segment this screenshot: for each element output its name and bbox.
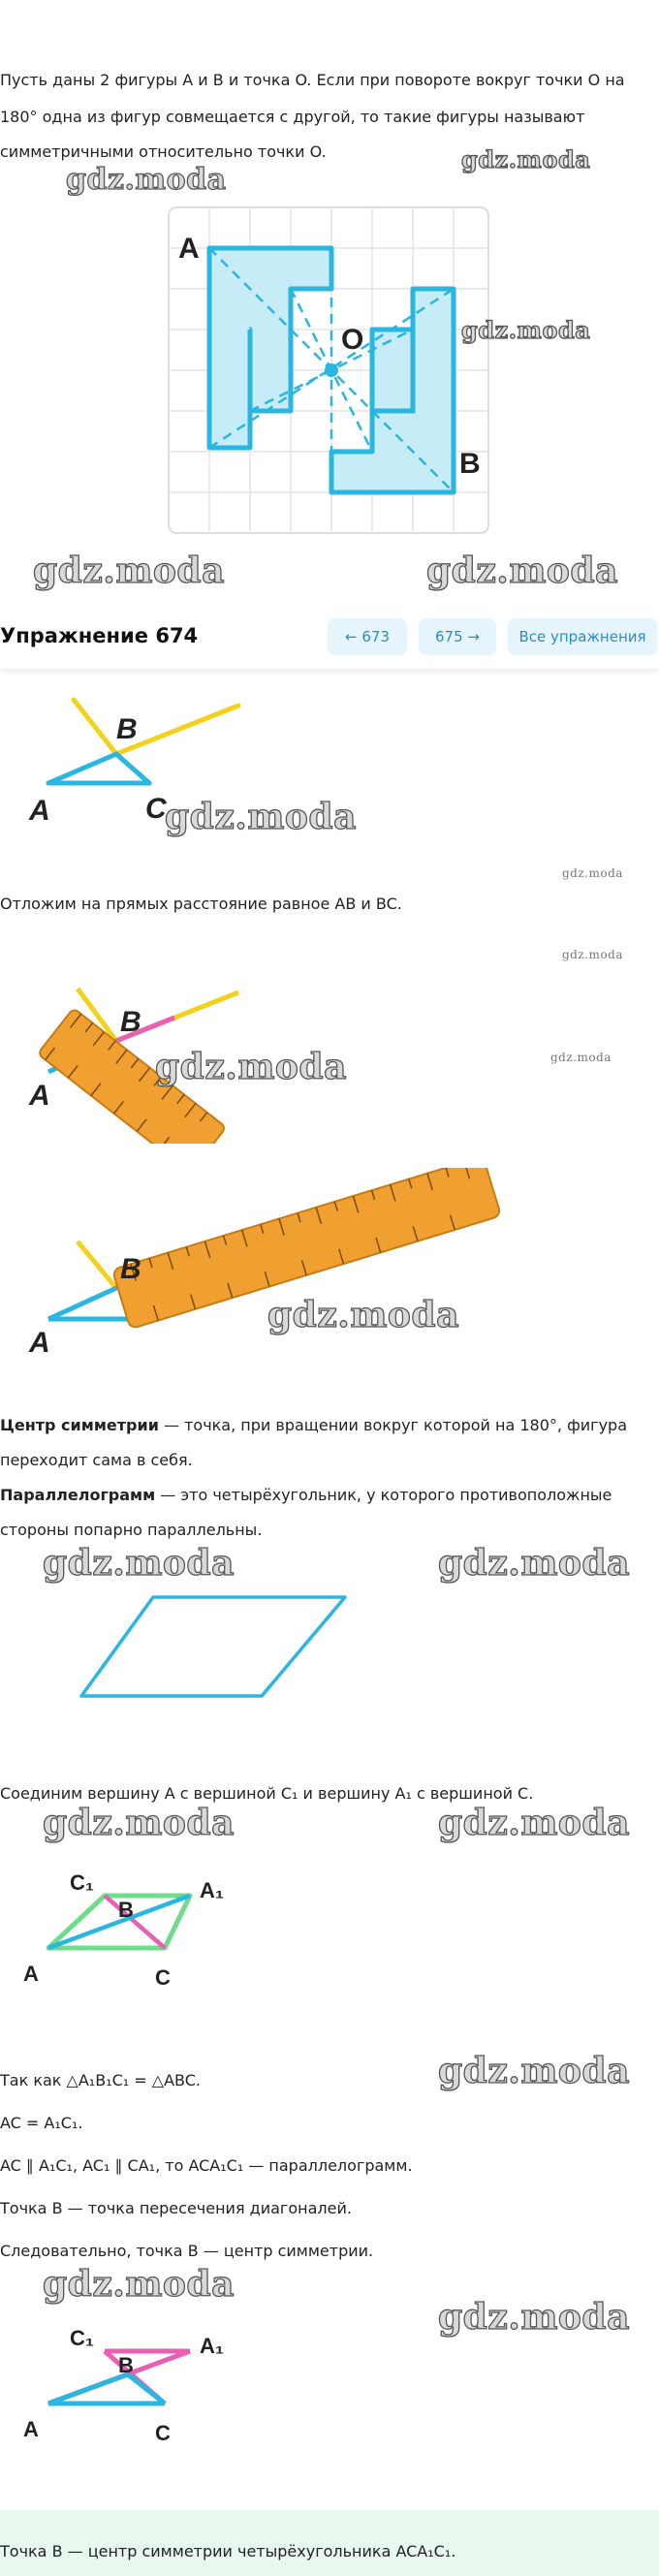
step-1-text: Отложим на прямых расстояние равное AB и BC. bbox=[0, 895, 402, 913]
final-answer-text: Точка B — центр симметрии четырёхугольника ACA₁C₁. bbox=[0, 2542, 456, 2560]
def-par-term: Параллелограмм bbox=[0, 1486, 156, 1504]
watermark: gdz.moda bbox=[43, 2264, 235, 2305]
label-b: B bbox=[459, 448, 481, 480]
label-b: B bbox=[118, 1898, 134, 1922]
label-c: C bbox=[155, 2421, 171, 2445]
label-a1: A₁ bbox=[200, 1878, 224, 1902]
all-exercises-button[interactable]: Все упражнения bbox=[508, 618, 657, 655]
watermark: gdz.moda bbox=[426, 550, 618, 591]
intro-line-3: симметричными относительно точки O. bbox=[0, 142, 327, 161]
label-a: A bbox=[29, 1327, 50, 1359]
watermark: gdz.moda bbox=[461, 316, 591, 344]
watermark: gdz.moda bbox=[165, 797, 357, 837]
label-a: A bbox=[29, 1080, 50, 1112]
exercise-title: Упражнение 674 bbox=[0, 624, 199, 647]
proof-line-5: Следовательно, точка B — центр симметрии. bbox=[0, 2242, 374, 2260]
label-c1: C₁ bbox=[70, 1870, 94, 1895]
label-b: B bbox=[120, 1006, 141, 1038]
intro-line-1: Пусть даны 2 фигуры A и B и точка O. Если при повороте вокруг точки O на bbox=[0, 71, 625, 89]
watermark: gdz.moda bbox=[43, 1803, 235, 1843]
watermark: gdz.moda bbox=[43, 1543, 235, 1584]
label-c: C bbox=[145, 793, 167, 825]
label-c1: C₁ bbox=[70, 2326, 94, 2350]
watermark: gdz.moda bbox=[66, 163, 227, 197]
exercise-nav-bar bbox=[0, 607, 659, 669]
watermark: gdz.moda bbox=[438, 2297, 630, 2338]
intro-line-2: 180° одна из фигур совмещается с другой, то такие фигуры называют bbox=[0, 108, 585, 126]
label-b: B bbox=[120, 1253, 141, 1285]
watermark: gdz.moda bbox=[562, 948, 623, 961]
proof-line-1: Так как △A₁B₁C₁ = △ABC. bbox=[0, 2071, 201, 2089]
def-center-line-1: Центр симметрии — точка, при вращении вокруг которой на 180°, фигура bbox=[0, 1416, 627, 1434]
figure-parallelogram bbox=[68, 1589, 359, 1706]
label-b: B bbox=[118, 2353, 134, 2377]
watermark: gdz.moda bbox=[33, 550, 225, 591]
def-par-line-2: стороны попарно параллельны. bbox=[0, 1521, 263, 1539]
def-center-line-2: переходит сама в себя. bbox=[0, 1451, 193, 1469]
figure-quadrilateral bbox=[10, 1861, 262, 1996]
label-a1: A₁ bbox=[200, 2334, 224, 2358]
def-center-term: Центр симметрии bbox=[0, 1416, 159, 1434]
watermark: gdz.moda bbox=[438, 1803, 630, 1843]
next-exercise-button[interactable]: 675 → bbox=[419, 618, 496, 655]
label-b: B bbox=[116, 713, 138, 745]
proof-line-3: AC ∥ A₁C₁, AC₁ ∥ CA₁, то ACA₁C₁ — параллелограмм. bbox=[0, 2156, 413, 2175]
label-a: A bbox=[178, 233, 200, 265]
label-a: A bbox=[23, 1962, 39, 1986]
point-o bbox=[325, 363, 338, 377]
watermark: gdz.moda bbox=[438, 1543, 630, 1584]
label-a: A bbox=[29, 795, 50, 826]
label-c: C bbox=[155, 1965, 171, 1990]
prev-exercise-button[interactable]: ← 673 bbox=[328, 618, 407, 655]
figure-triangles-symmetric bbox=[10, 2316, 262, 2452]
watermark: gdz.moda bbox=[438, 2051, 630, 2091]
proof-line-4: Точка B — точка пересечения диагоналей. bbox=[0, 2199, 352, 2217]
figure-central-symmetry bbox=[165, 204, 494, 538]
watermark: gdz.moda bbox=[267, 1295, 459, 1335]
def-par-line-1: Параллелограмм — это четырёхугольник, у которого противоположные bbox=[0, 1486, 612, 1504]
step-2-text: Соединим вершину A с вершиной C₁ и вершину A₁ с вершиной C. bbox=[0, 1784, 534, 1803]
final-answer-box bbox=[0, 2510, 659, 2576]
label-o: O bbox=[341, 324, 364, 356]
label-a: A bbox=[23, 2417, 39, 2441]
proof-line-2: AC = A₁C₁. bbox=[0, 2114, 83, 2132]
watermark: gdz.moda bbox=[461, 145, 591, 173]
watermark: gdz.moda bbox=[550, 1051, 612, 1064]
watermark: gdz.moda bbox=[155, 1047, 347, 1087]
watermark: gdz.moda bbox=[562, 866, 623, 880]
